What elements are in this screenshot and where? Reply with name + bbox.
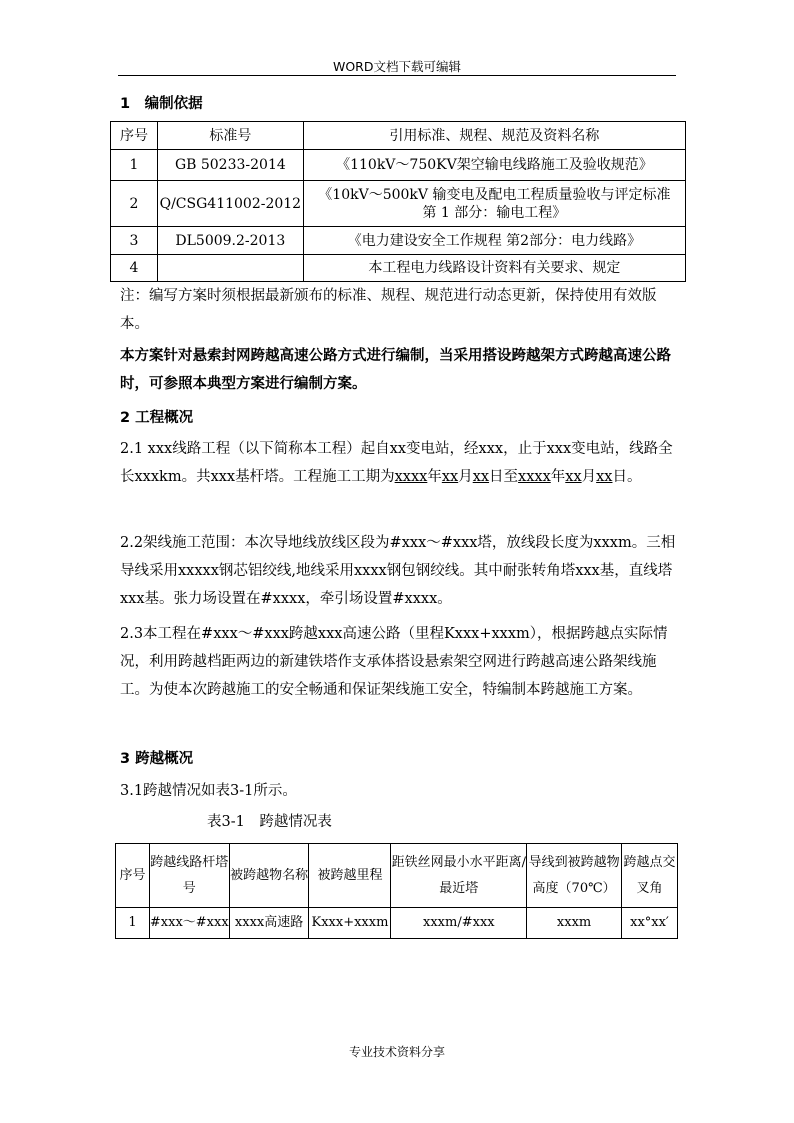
table-cell: 《10kV～500kV 输变电及配电工程质量验收与评定标准 第 1 部分：输电工程》	[303, 181, 685, 227]
table-cell: 4	[111, 255, 158, 282]
table-row	[111, 181, 686, 227]
table-cell: 3	[111, 227, 158, 255]
header-divider	[118, 75, 676, 76]
header-cell: 距铁丝网最小水平距离/最近塔	[391, 844, 527, 908]
placeholder-day: xx	[596, 469, 613, 485]
table-cell: 2	[111, 181, 158, 227]
table-cell: xx°xx′	[622, 908, 678, 939]
table-cell: 本工程电力线路设计资料有关要求、规定	[303, 255, 685, 282]
header-cell: 被跨越物名称	[229, 844, 309, 908]
table-cell: 《110kV～750KV架空输电线路施工及验收规范》	[303, 150, 685, 181]
table-header-row	[116, 844, 678, 908]
table-cell: GB 50233-2014	[157, 150, 303, 181]
table-cell: 1	[116, 908, 150, 939]
paragraph-3-1: 3.1跨越情况如表3-1所示。	[120, 783, 297, 799]
paragraph-text: 2.1 xxx线路工程（以下简称本工程）起自xx变电站，经xxx，止于xxx变电站，线路全长xxxkm。共xxx基杆塔。工程施工工期为	[120, 441, 673, 485]
page-header: WORD文档下载可编辑	[332, 59, 461, 74]
table-caption: 表3-1 跨越情况表	[207, 814, 332, 830]
paragraph-text: 月	[581, 469, 597, 485]
paragraph-text: 年	[427, 469, 442, 485]
crossing-table	[115, 843, 678, 939]
table-cell: 1	[111, 150, 158, 181]
table-cell: xxxx高速路	[229, 908, 309, 939]
header-cell: 跨越线路杆塔号	[149, 844, 229, 908]
paragraph-text: 年	[550, 469, 566, 485]
placeholder-year: xxxx	[394, 469, 428, 485]
scope-statement: 本方案针对悬索封网跨越高速公路方式进行编制，当采用搭设跨越架方式跨越高速公路时，可参照本典型方案进行编制方案。	[120, 347, 671, 392]
standards-table	[110, 121, 686, 282]
table-row	[116, 908, 678, 939]
table-row	[111, 150, 686, 181]
table-header-row	[111, 122, 686, 150]
page-footer: 专业技术资料分享	[348, 1045, 445, 1059]
header-cell: 导线到被跨越物高度（70℃）	[527, 844, 622, 908]
placeholder-month: xx	[441, 469, 459, 485]
header-cell: 序号	[111, 122, 158, 150]
paragraph-text: 月	[458, 469, 473, 485]
section-2-title: 2 工程概况	[120, 410, 194, 426]
paragraph-text: 日至	[489, 469, 519, 485]
section-3-title: 3 跨越概况	[120, 751, 194, 767]
table-cell: 《电力建设安全工作规程 第2部分：电力线路》	[303, 227, 685, 255]
paragraph-2-3: 2.3本工程在#xxx～#xxx跨越xxx高速公路（里程Kxxx+xxxm），根据跨越点实际情况，利用跨越档距两边的新建铁塔作支承体搭设悬索架空网进行跨越高速公路架线施工。为使本次跨越施工的安全畅通和保证架线施工安全，特编制本跨越施工方案。	[120, 626, 668, 698]
table-cell: #xxx～#xxx	[149, 908, 229, 939]
paragraph-2-1	[120, 435, 680, 491]
header-cell: 标准号	[157, 122, 303, 150]
placeholder-year: xxxx	[518, 469, 551, 485]
table-cell: xxxm/#xxx	[391, 908, 527, 939]
table-cell: Q/CSG411002-2012	[157, 181, 303, 227]
table-row	[111, 227, 686, 255]
placeholder-day: xx	[472, 469, 490, 485]
header-cell: 引用标准、规程、规范及资料名称	[303, 122, 685, 150]
paragraph-text: 日。	[612, 469, 642, 485]
paragraph-2-2: 2.2架线施工范围：本次导地线放线区段为#xxx～#xxx塔，放线段长度为xxxm。三相导线采用xxxxx钢芯铝绞线,地线采用xxxx钢包钢绞线。其中耐张转角塔xxx基，直线塔xxx基。张力场设置在#xxxx，牵引场设置#xxxx。	[120, 535, 676, 607]
section-1-title: 1 编制依据	[120, 96, 203, 112]
table-cell	[157, 255, 303, 282]
header-cell: 被跨越里程	[309, 844, 391, 908]
table-cell: DL5009.2-2013	[157, 227, 303, 255]
header-cell: 序号	[116, 844, 150, 908]
header-cell: 跨越点交叉角	[622, 844, 678, 908]
table-cell: Kxxx+xxxm	[309, 908, 391, 939]
table-row	[111, 255, 686, 282]
table-cell: xxxm	[527, 908, 622, 939]
placeholder-month: xx	[565, 469, 582, 485]
table-note: 注：编写方案时须根据最新颁布的标准、规程、规范进行动态更新，保持使用有效版本。	[120, 288, 657, 332]
